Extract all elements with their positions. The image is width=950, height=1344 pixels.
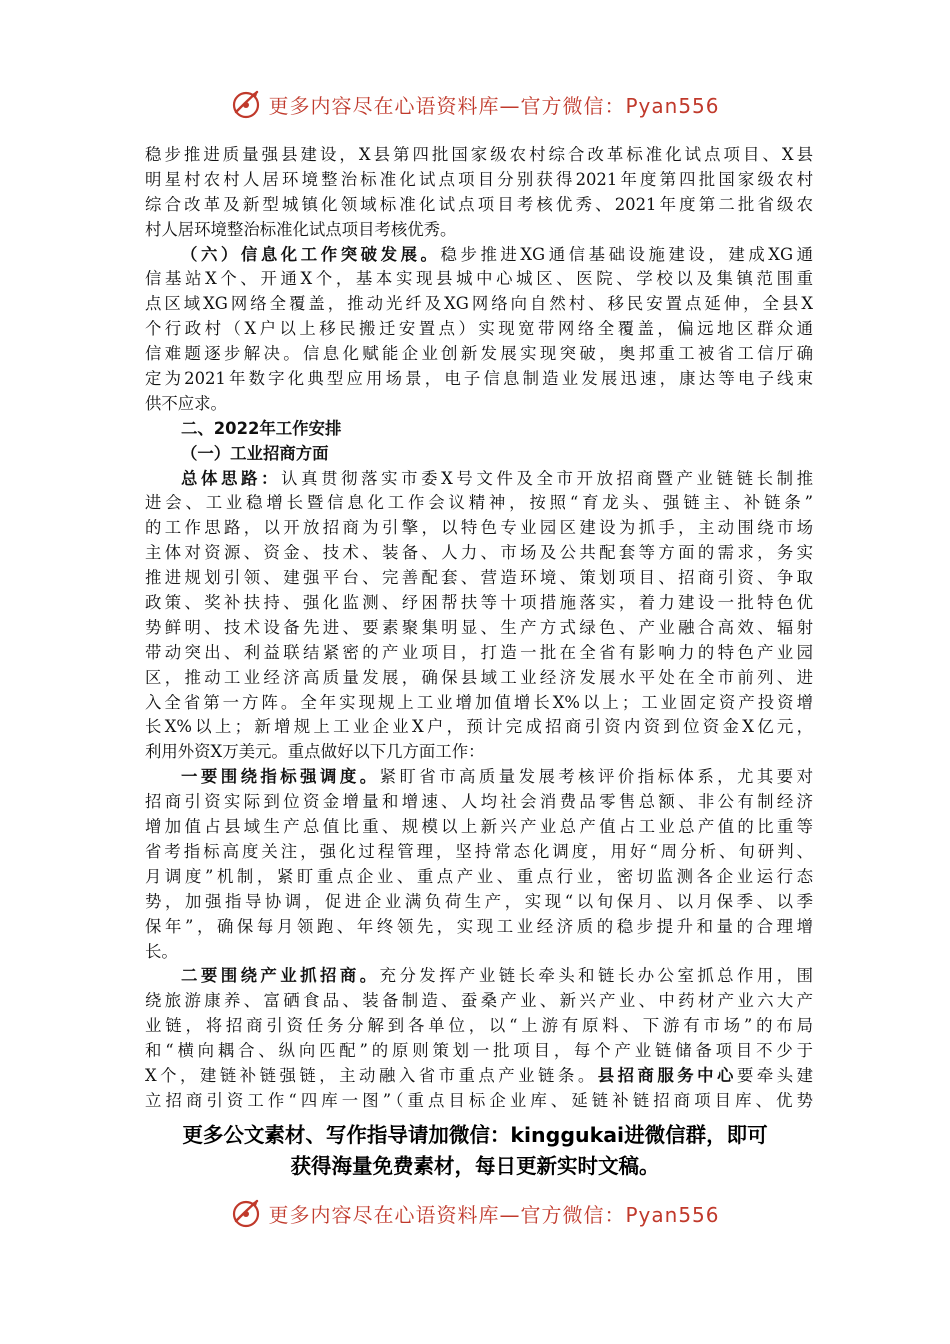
bold-org-name: 县招商服务中心: [597, 1065, 737, 1085]
banner-wechat-id: Pyan556: [625, 93, 720, 118]
banner-text: 更多内容尽在心语资料库—官方微信：Pyan556: [268, 93, 720, 118]
text-line: 区，推动工业经济高质量发展，确保县域工业经济发展水平处在全市前列、进: [145, 667, 813, 687]
banner-text: 更多内容尽在心语资料库—官方微信：Pyan556: [268, 1202, 720, 1227]
text-line: 个行政村（X户以上移民搬迁安置点）实现宽带网络全覆盖，偏远地区群众通: [145, 319, 813, 339]
text-line: 省考指标高度关注，强化过程管理，坚持常态化调度，用好“周分析、旬研判、: [145, 841, 813, 861]
text-line: 明星村农村人居环境整治标准化试点项目分别获得2021年度第四批国家级农村: [145, 169, 813, 189]
subsection-heading: （一）工业招商方面: [181, 443, 329, 463]
brand-logo-icon: [230, 1197, 262, 1229]
text-line: （六）信息化工作突破发展。稳步推进XG通信基础设施建设，建成XG通: [181, 244, 814, 264]
section-lead: 一要围绕指标强调度。: [181, 767, 380, 787]
promo-notice: [0, 1120, 950, 1182]
text-line: 势，加强指导协调，促进企业满负荷生产，实现“以旬保月、以月保季、以季: [145, 891, 813, 911]
text-line: X个，建链补链强链，主动融入省市重点产业链条。县招商服务中心要牵头建: [145, 1065, 814, 1085]
banner-wechat-id: Pyan556: [625, 1202, 720, 1227]
text-line: 业链，将招商引资任务分解到各单位，以“上游有原料、下游有市场”的布局: [145, 1016, 813, 1036]
text-line: 立招商引资工作“四库一图”（重点目标企业库、延链补链招商项目库、优势: [145, 1090, 813, 1110]
text-line: 和“横向耦合、纵向匹配”的原则策划一批项目，每个产业链储备项目不少于: [145, 1041, 813, 1061]
text-line: 带动突出、利益联结紧密的产业项目，打造一批在全省有影响力的特色产业园: [145, 642, 813, 662]
header-banner: [0, 84, 950, 124]
text-line: 势鲜明、技术设备先进、要素聚集明显、生产方式绿色、产业融合高效、辐射: [145, 617, 813, 637]
text-line: 定为2021年数字化典型应用场景，电子信息制造业发展迅速，康达等电子线束: [145, 369, 813, 389]
text-line: 供不应求。: [145, 393, 227, 413]
text-line: 长。: [145, 941, 178, 961]
promo-notice-line: 获得海量免费素材，每日更新实时文稿。: [290, 1154, 660, 1178]
section-lead: 二要围绕产业抓招商。: [181, 966, 380, 986]
text-line: 信难题逐步解决。信息化赋能企业创新发展实现突破，奥邦重工被省工信厅确: [145, 344, 813, 364]
text-line: 推进规划引领、建强平台、完善配套、营造环境、策划项目、招商引资、争取: [145, 568, 813, 588]
text-line: 长X%以上；新增规上工业企业X户，预计完成招商引资内资到位资金X亿元，: [145, 717, 813, 737]
footer-banner: [0, 1193, 950, 1233]
text-line: 一要围绕指标强调度。紧盯省市高质量发展考核评价指标体系，尤其要对: [181, 767, 814, 787]
text-line: 总体思路：认真贯彻落实市委X号文件及全市开放招商暨产业链链长制推: [181, 468, 814, 488]
text-line: 主体对资源、资金、技术、装备、人力、市场及公共配套等方面的需求，务实: [145, 543, 813, 563]
text-line: 绕旅游康养、富硒食品、装备制造、蚕桑产业、新兴产业、中药材产业六大产: [145, 991, 813, 1011]
section-lead: （六）信息化工作突破发展。: [181, 244, 441, 264]
text-line: 点区域XG网络全覆盖，推动光纤及XG网络向自然村、移民安置点延伸，全县X: [145, 294, 813, 314]
text-line: 招商引资实际到位资金增量和增速、人均社会消费品零售总额、非公有制经济: [145, 792, 813, 812]
text-line: 入全省第一方阵。全年实现规上工业增加值增长X%以上；工业固定资产投资增: [145, 692, 813, 712]
text-line: 村人居环境整治标准化试点项目考核优秀。: [145, 219, 457, 239]
text-line: 综合改革及新型城镇化领域标准化试点项目考核优秀、2021年度第二批省级农: [145, 194, 813, 214]
document-body: [145, 143, 813, 1114]
text-line: 进会、工业稳增长暨信息化工作会议精神，按照“育龙头、强链主、补链条”: [145, 493, 813, 513]
text-line: 信基站X个、开通X个，基本实现县城中心城区、医院、学校以及集镇范围重: [145, 269, 813, 289]
section-lead: 总体思路：: [181, 468, 282, 488]
text-line: 增加值占县域生产总值比重、规模以上新兴产业总产值占工业总产值的比重等: [145, 817, 813, 837]
promo-notice-line: 更多公文素材、写作指导请加微信：kinggukai进微信群，即可: [182, 1123, 768, 1147]
text-line: 月调度”机制，紧盯重点企业、重点产业、重点行业，密切监测各企业运行态: [145, 866, 813, 886]
text-line: 利用外资X万美元。重点做好以下几方面工作：: [145, 742, 485, 762]
section-heading: 二、2022年工作安排: [181, 418, 342, 438]
brand-logo-icon: [230, 88, 262, 120]
text-line: 稳步推进质量强县建设，X县第四批国家级农村综合改革标准化试点项目、X县: [145, 145, 813, 164]
text-line: 保年”，确保每月领跑、年终领先，实现工业经济质的稳步提升和量的合理增: [145, 916, 813, 936]
text-line: 的工作思路，以开放招商为引擎，以特色专业园区建设为抓手，主动围绕市场: [145, 518, 813, 538]
text-line: 政策、奖补扶持、强化监测、纾困帮扶等十项措施落实，着力建设一批特色优: [145, 593, 813, 613]
text-line: 二要围绕产业抓招商。充分发挥产业链长牵头和链长办公室抓总作用，围: [181, 966, 814, 986]
